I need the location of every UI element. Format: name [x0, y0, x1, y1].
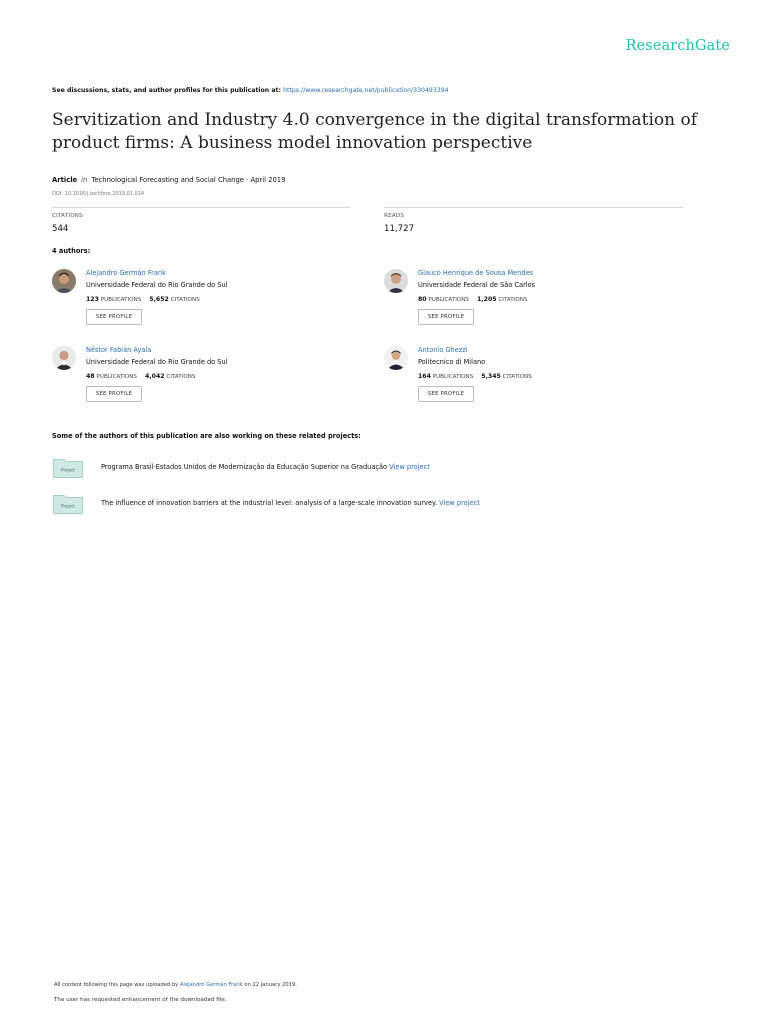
project-title: Programa Brasil-Estados Unidos de Modernização da Educação Superior na Graduação	[101, 463, 388, 471]
publications-label: PUBLICATIONS	[100, 297, 142, 303]
author-card	[384, 269, 684, 339]
author-publications-count: 123	[86, 296, 99, 303]
journal-name[interactable]: Technological Forecasting and Social Change · April 2019	[91, 176, 286, 184]
author-publications-count: 48	[86, 373, 95, 380]
researchgate-logo[interactable]: ResearchGate	[625, 38, 730, 54]
see-profile-button[interactable]: SEE PROFILE	[418, 386, 474, 402]
author-citations-count: 5,652	[149, 296, 169, 303]
citations-label: CITATIONS	[170, 297, 200, 303]
publications-label: PUBLICATIONS	[432, 374, 474, 380]
author-citations-count: 1,205	[476, 296, 497, 303]
citations-label: CITATIONS	[498, 297, 528, 303]
author-card	[52, 269, 352, 339]
see-profile-button[interactable]: SEE PROFILE	[86, 386, 142, 402]
avatar-photo-icon	[52, 269, 76, 293]
citations-value: 544	[52, 224, 69, 234]
author-name-link[interactable]: Antonio Ghezzi	[418, 346, 468, 354]
author-institution: Universidade Federal de São Carlos	[418, 281, 536, 289]
see-profile-button[interactable]: SEE PROFILE	[86, 309, 142, 325]
project-text	[101, 463, 430, 471]
publication-meta	[52, 176, 285, 184]
citations-label: CITATIONS	[502, 374, 532, 380]
in-word: in	[81, 176, 88, 184]
author-stats	[86, 296, 200, 303]
discussion-line	[52, 87, 449, 94]
author-institution: Universidade Federal do Rio Grande do Sul	[86, 281, 228, 289]
avatar-photo-icon	[384, 269, 408, 293]
author-name-link[interactable]: Alejandro Germán Frank	[86, 269, 166, 277]
author-stats	[418, 296, 527, 303]
related-projects-heading: Some of the authors of this publication are also working on these related projects:	[52, 432, 361, 440]
see-profile-button[interactable]: SEE PROFILE	[418, 309, 474, 325]
citations-label: CITATIONS	[52, 213, 83, 219]
project-item	[53, 494, 573, 516]
author-stats	[418, 373, 532, 380]
project-folder-icon	[53, 458, 83, 478]
author-publications-count: 164	[418, 373, 431, 380]
author-name-link[interactable]: Glauco Henrique de Sousa Mendes	[418, 269, 534, 277]
publication-url-link[interactable]: https://www.researchgate.net/publication/330493394	[283, 87, 449, 94]
enhancement-note: The user has requested enhancement of the downloaded file.	[54, 997, 227, 1003]
project-folder-icon	[53, 494, 83, 514]
project-title: The influence of innovation barriers at the industrial level: analysis of a large-scale innovation survey.	[101, 499, 438, 507]
avatar[interactable]	[52, 346, 76, 370]
author-stats	[86, 373, 195, 380]
author-institution: Universidade Federal do Rio Grande do Sul	[86, 358, 228, 366]
avatar-photo-icon	[384, 346, 408, 370]
reads-label: READS	[384, 213, 405, 219]
author-card	[52, 346, 352, 416]
publications-label: PUBLICATIONS	[428, 297, 469, 303]
publication-type: Article	[52, 176, 78, 184]
author-institution: Politecnico di Milano	[418, 358, 486, 366]
author-publications-count: 80	[418, 296, 427, 303]
view-project-link[interactable]: View project	[439, 499, 480, 507]
avatar[interactable]	[384, 269, 408, 293]
reads-value: 11,727	[384, 224, 415, 234]
avatar[interactable]	[52, 269, 76, 293]
discussion-text: See discussions, stats, and author profiles for this publication at:	[52, 87, 281, 94]
upload-suffix: on 22 January 2019.	[244, 982, 297, 988]
upload-note	[54, 982, 297, 988]
project-item	[53, 458, 573, 480]
upload-prefix: All content following this page was uploaded by	[54, 982, 179, 988]
project-text	[101, 499, 480, 507]
avatar[interactable]	[384, 346, 408, 370]
project-icon-label: Project	[61, 503, 75, 509]
author-card	[384, 346, 684, 416]
publications-label: PUBLICATIONS	[96, 374, 137, 380]
citations-label: CITATIONS	[166, 374, 196, 380]
publication-title: Servitization and Industry 4.0 convergence in the digital transformation of product firms: A business model innovation perspective	[52, 110, 697, 153]
doi: DOI: 10.1016/j.techfore.2019.01.014	[52, 191, 145, 197]
uploader-link[interactable]: Alejandro Germán Frank	[179, 982, 243, 988]
authors-count: 4 authors:	[52, 247, 91, 255]
author-citations-count: 4,042	[144, 373, 165, 380]
project-icon-label: Project	[61, 467, 75, 473]
avatar-photo-icon	[52, 346, 76, 370]
author-citations-count: 5,345	[481, 373, 501, 380]
reads-divider	[384, 207, 683, 208]
author-name-link[interactable]: Néstor Fabián Ayala	[86, 346, 152, 354]
citations-divider	[52, 207, 350, 208]
view-project-link[interactable]: View project	[389, 463, 430, 471]
